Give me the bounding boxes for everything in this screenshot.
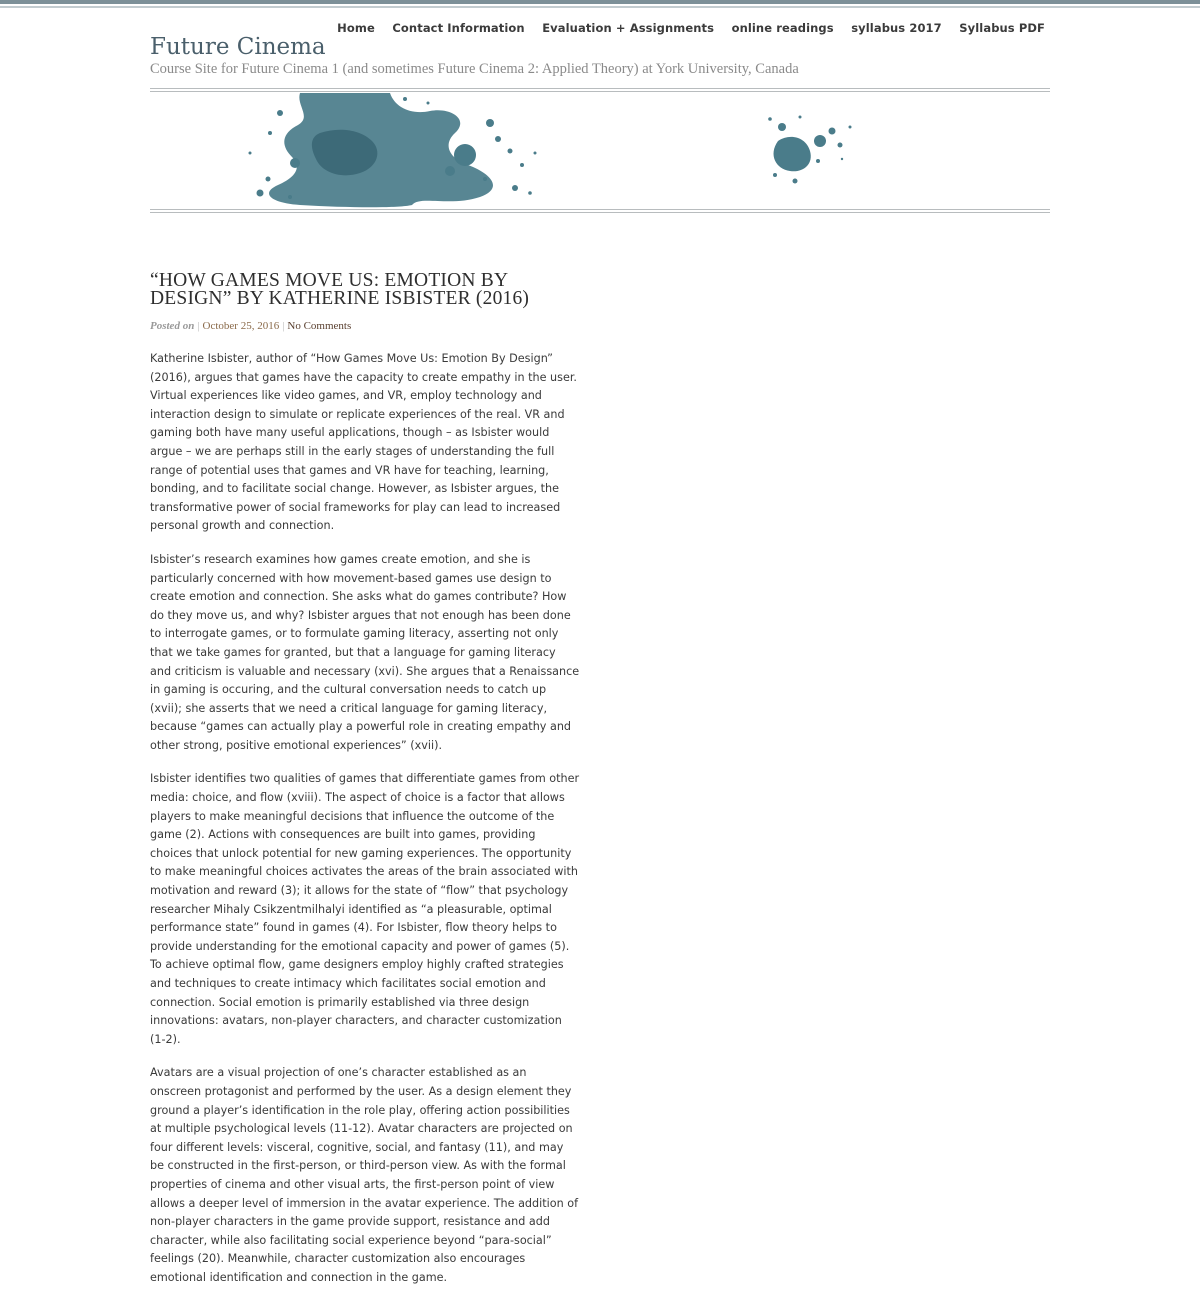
post-paragraph: Isbister identifies two qualities of games that differentiate games from other media: choice, and flow (xviii). The aspect of choice is a factor that allows players to make meaningful decisions that influence the outcome of the game (2). Actions with consequences are built into games, providing choices that unlock potential for new gaming experiences. The opportunity to make meaningful choices activates the areas of the brain associated with motivation and reward (3); it allows for the state of “flow” that psychology researcher Mihaly Csikzentmilhalyi identified as “a pleasurable, optimal performance state” found in games (4). For Isbister, flow theory helps to provide understanding for the emotional capacity and power of games (5). To achieve optimal flow, game designers employ highly crafted strategies and techniques to create intimacy which facilitates social emotion and connection. Social emotion is primarily established via three design innovations: avatars, non-player characters, and character customization (1-2). xyxy=(150,772,580,1046)
ink-splash-banner xyxy=(150,93,1050,208)
blog-post xyxy=(150,272,580,1303)
nav-evaluation-assignments[interactable]: Evaluation + Assignments xyxy=(542,21,715,35)
site-title[interactable]: Future Cinema xyxy=(150,34,326,60)
main-navigation xyxy=(320,21,1045,35)
post-paragraph: Isbister’s research examines how games create emotion, and she is particularly concerned with how movement-based games use design to create emotion and connection. She asks what do games contribute? How do they move us, and why? Isbister argues that not enough has been done to interrogate games, or to formulate gaming literacy, asserting not only that we take games for granted, but that a language for gaming literacy and criticism is valuable and necessary (xvi). She argues that a Renaissance in gaming is occuring, and the cultural conversation needs to catch up (xvii); she asserts that we need a critical language for gaming literacy, because “games can actually play a powerful role in creating empathy and other strong, positive emotional experiences” (xvii). xyxy=(150,552,580,752)
top-border-line xyxy=(0,6,1200,8)
nav-online-readings[interactable]: online readings xyxy=(731,21,834,35)
post-meta xyxy=(150,320,580,332)
meta-separator: | xyxy=(197,320,200,332)
nav-contact-information[interactable]: Contact Information xyxy=(392,21,525,35)
ink-splash-large xyxy=(249,93,537,207)
top-border-bar xyxy=(0,0,1200,4)
ink-splash-small xyxy=(768,116,851,184)
header-divider-top-1 xyxy=(150,88,1050,89)
post-content xyxy=(150,350,580,1288)
header-divider-bottom-2 xyxy=(150,212,1050,213)
site-description: Course Site for Future Cinema 1 (and sometimes Future Cinema 2: Applied Theory) at York University, Canada xyxy=(150,61,799,77)
post-paragraph: Katherine Isbister, author of “How Games Move Us: Emotion By Design” (2016), argues that games have the capacity to create empathy in the user. Virtual experiences like video games, and VR, employ technology and interaction design to simulate or replicate experiences of the real. VR and gaming both have many useful applications, though – as Isbister would argue – we are perhaps still in the early stages of understanding the full range of potential uses that games and VR have for teaching, learning, bonding, and to facilitate social change. However, as Isbister argues, the transformative power of social frameworks for play can lead to increased personal growth and connection. xyxy=(150,352,577,533)
posted-on-label: Posted on xyxy=(150,320,195,332)
post-title[interactable]: “HOW GAMES MOVE US: EMOTION BY DESIGN” BY KATHERINE ISBISTER (2016) xyxy=(150,270,530,309)
nav-home[interactable]: Home xyxy=(337,21,375,35)
comments-link[interactable]: No Comments xyxy=(287,320,352,332)
post-date-link[interactable]: October 25, 2016 xyxy=(202,320,280,332)
meta-separator: | xyxy=(282,320,285,332)
nav-syllabus-pdf[interactable]: Syllabus PDF xyxy=(959,21,1045,35)
post-paragraph: Avatars are a visual projection of one’s character established as an onscreen protagonist and performed by the user. As a design element they ground a player’s identification in the role play, offering action possibilities at multiple psychological levels (11-12). Avatar characters are projected on four different levels: visceral, cognitive, social, and fantasy (11), and may be constructed in the first-person, or third-person view. As with the formal properties of cinema and other visual arts, the first-person point of view allows a deeper level of immersion in the avatar experience. The addition of non-player characters in the game provide support, resistance and add character, while also facilitating social experience beyond “para-social” feelings (20). Meanwhile, character customization also encourages emotional identification and connection in the game. xyxy=(150,1066,579,1284)
nav-syllabus-2017[interactable]: syllabus 2017 xyxy=(851,21,942,35)
header-divider-top-2 xyxy=(150,91,1050,92)
header-divider-bottom-1 xyxy=(150,209,1050,210)
